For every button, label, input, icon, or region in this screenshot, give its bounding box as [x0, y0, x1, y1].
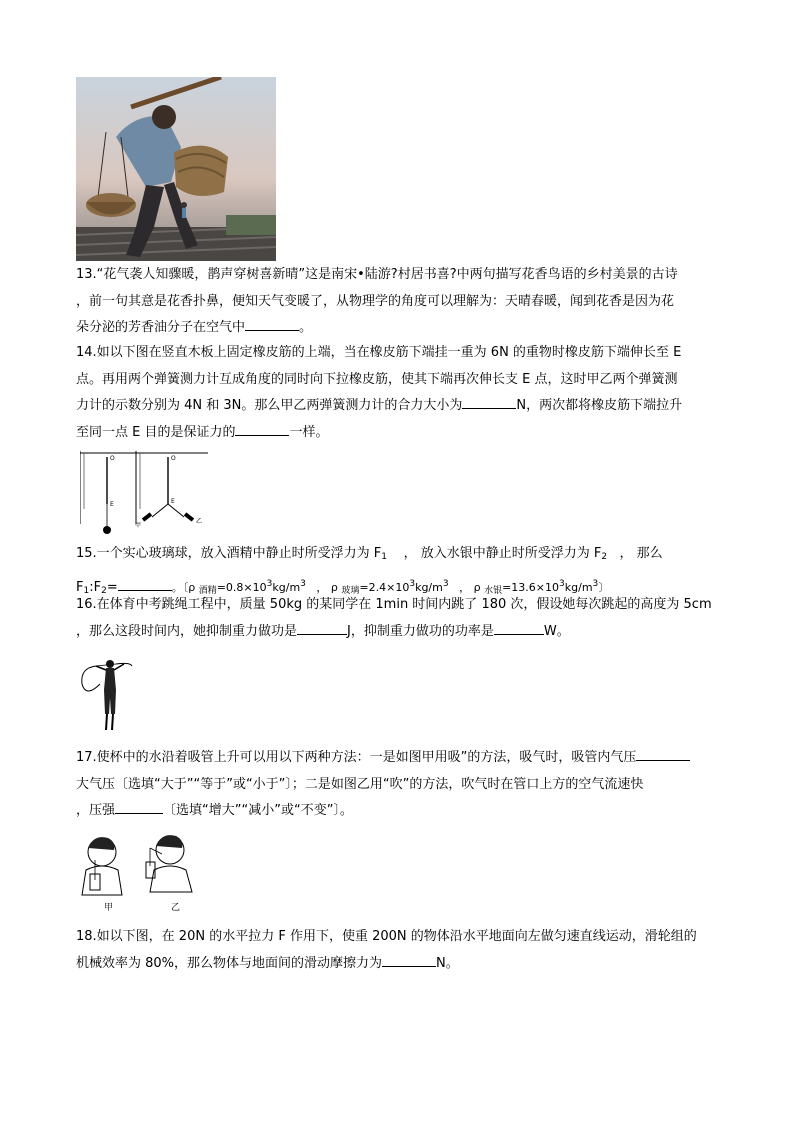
q18-text: 机械效率为 80%，那么物体与地面间的滑动摩擦力为	[76, 955, 383, 971]
answer-blank[interactable]	[245, 316, 299, 331]
q15-line1	[76, 541, 726, 571]
fig-label-o1: O	[110, 455, 115, 462]
q15-text: :F	[89, 579, 102, 595]
subscript: 2	[101, 585, 107, 596]
fig-label-yi: 乙	[196, 518, 203, 525]
q15-text: ， ρ	[459, 580, 485, 594]
question-14	[76, 340, 726, 446]
answer-blank[interactable]	[118, 576, 172, 591]
q16-line1: 16.在体育中考跳绳工程中，质量 50kg 的某同学在 1min 时间内跳了 180 次，假设她每次跳起的高度为 5cm	[76, 597, 712, 612]
q13-line3	[76, 315, 726, 342]
fig-label-jia: 甲	[135, 522, 142, 529]
q18-text: N。	[436, 955, 459, 971]
q15-text: ， 放入水银中静止时所受浮力为 F	[403, 546, 602, 561]
answer-blank[interactable]	[115, 799, 163, 814]
q14-line4-text: 至同一点 E 目的是保证力的	[76, 424, 236, 440]
q13-line3-text: 朵分泌的芳香油分子在空气中	[76, 320, 246, 335]
q17-line1	[76, 745, 726, 772]
superscript: 3	[442, 578, 449, 589]
answer-blank[interactable]	[636, 746, 690, 761]
answer-blank[interactable]	[462, 394, 516, 409]
q15-text: ， 那么	[619, 546, 663, 561]
fig-label-o2: O	[171, 455, 176, 462]
porter-photo	[76, 77, 276, 261]
q15-text: kg/m	[272, 580, 301, 594]
q13-line2: ，前一句其意是花香扑鼻，便知天气变暖了，从物理学的角度可以理解为：天晴春暖，闻到花香是因为花	[76, 293, 675, 309]
subscript: 酒精	[198, 585, 217, 596]
fig-label-yi: 乙	[171, 903, 181, 913]
fig-label-jia: 甲	[104, 903, 114, 913]
answer-blank[interactable]	[235, 421, 289, 436]
answer-blank[interactable]	[494, 620, 544, 635]
straw-figure	[78, 830, 208, 915]
q16-text: J，抑制重力做功的功率是	[347, 623, 494, 639]
question-18	[76, 924, 726, 977]
q17-line2: 大气压〔选填“大于”“等于”或“小于”〕；二是如图乙用“吹”的方法，吹气时在管口上方的空气流速快	[76, 776, 644, 792]
question-13	[76, 262, 726, 342]
q13-line3-end: 。	[299, 320, 313, 335]
subscript: 1	[83, 585, 90, 596]
q15-text: F	[76, 579, 84, 595]
rope-jumper-figure	[78, 654, 138, 736]
answer-blank[interactable]	[382, 952, 436, 967]
q15-text: 〕	[598, 580, 610, 594]
q17-text: 〔选填“增大”“减小”或“不变”〕。	[163, 803, 353, 818]
fig-label-e2: E	[171, 498, 175, 505]
q15-text: =	[106, 579, 118, 595]
q15-text: ， ρ	[316, 580, 342, 594]
subscript: 2	[601, 552, 608, 562]
superscript: 3	[592, 578, 599, 589]
subscript: 玻璃	[341, 585, 360, 596]
q14-line4	[76, 420, 726, 447]
superscript: 3	[559, 578, 565, 589]
rubber-band-figure	[80, 449, 210, 537]
fig-label-e1: E	[110, 501, 114, 508]
q16-text: W。	[543, 623, 570, 639]
q14-line3-end: N，两次都将橡皮筋下端拉升	[516, 398, 683, 413]
q14-line3	[76, 393, 726, 420]
q18-line2	[76, 951, 726, 978]
q16-line2	[76, 619, 726, 646]
question-17	[76, 745, 726, 825]
q14-line4-end: 一样。	[289, 424, 329, 440]
subscript: 1	[381, 552, 388, 562]
q15-text: =0.8×10	[216, 580, 267, 594]
q16-text: ，那么这段时间内，她抑制重力做功是	[76, 623, 298, 639]
q13-line1: 13.“花气袭人知骤暖，鹊声穿树喜新晴”这是南宋•陆游?村居书喜?中两句描写花香鸟语的乡村美景的古诗	[76, 267, 678, 282]
q14-line1: 14.如以下图在竖直木板上固定橡皮筋的上端，当在橡皮筋下端挂一重为 6N 的重物时橡皮筋下端伸长至 E	[76, 345, 682, 360]
superscript: 3	[409, 578, 416, 589]
q15-text: 。〔ρ	[171, 580, 199, 594]
superscript: 3	[300, 578, 306, 589]
q18-line1: 18.如以下图，在 20N 的水平拉力 F 作用下，使重 200N 的物体沿水平地面向左做匀速直线运动，滑轮组的	[76, 929, 697, 944]
q14-line3-text: 力计的示数分别为 4N 和 3N。那么甲乙两弹簧测力计的合力大小为	[76, 398, 463, 413]
question-16	[76, 592, 726, 645]
q15-text: =13.6×10	[502, 580, 560, 594]
q17-text: 17.使杯中的水沿着吸管上升可以用以下两种方法：一是如图甲用吸”的方法，吸气时，吸管内气压	[76, 750, 637, 765]
superscript: 3	[266, 578, 273, 589]
q17-line3	[76, 798, 726, 825]
q15-text: kg/m	[564, 580, 593, 594]
q15-text: 15.一个实心玻璃球，放入酒精中静止时所受浮力为 F	[76, 546, 382, 561]
subscript: 水银	[484, 585, 503, 596]
answer-blank[interactable]	[297, 620, 347, 635]
q14-line2: 点。再用两个弹簧测力计互成角度的同时向下拉橡皮筋，使其下端再次伸长支 E 点，这时甲乙两个弹簧测	[76, 371, 678, 387]
q15-text: kg/m	[415, 580, 443, 594]
q17-text: ，压强	[76, 803, 116, 818]
q15-text: =2.4×10	[359, 580, 410, 594]
